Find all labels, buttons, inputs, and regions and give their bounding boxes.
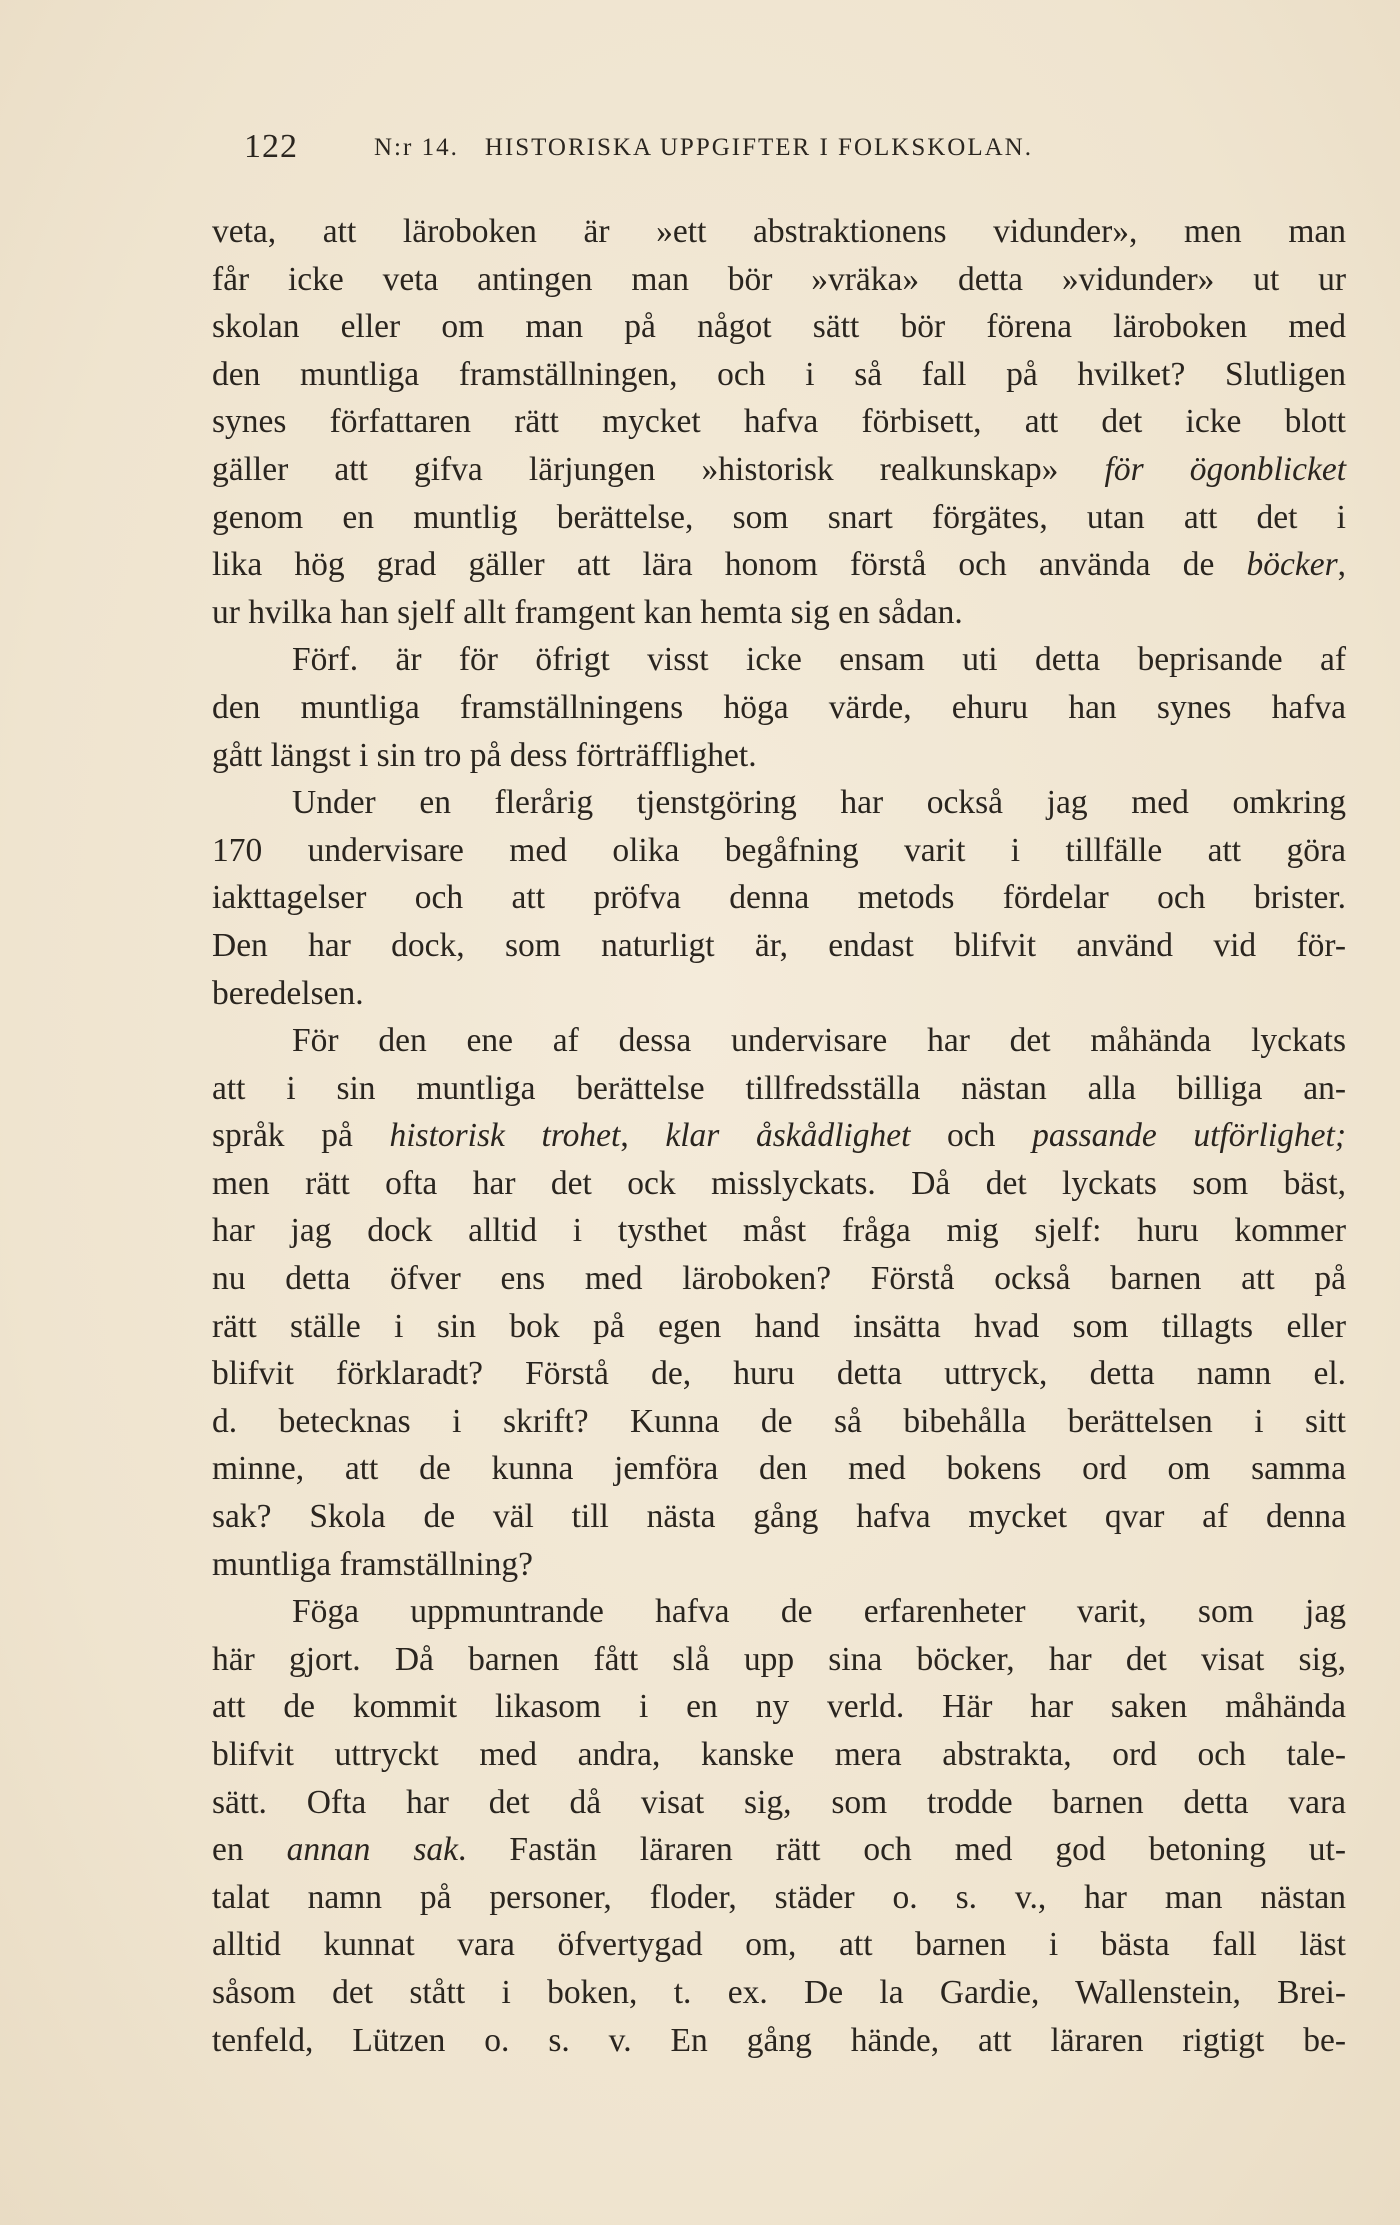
text-line: För den ene af dessa undervisare har det måhända lyckats [292, 1022, 1346, 1060]
text-segment: . Fastän läraren rätt och med god betoning ut- [458, 1831, 1347, 1869]
text-line: beredelsen. [212, 974, 364, 1012]
text-line: minne, att de kunna jemföra den med bokens ord om samma [212, 1450, 1346, 1488]
text-line: skolan eller om man på något sätt bör förena läroboken med [212, 308, 1346, 346]
italic-phrase: passande utförlighet; [1032, 1117, 1347, 1155]
text-line: får icke veta antingen man bör »vräka» detta »vidunder» ut ur [212, 260, 1346, 298]
text-line: synes författaren rätt mycket hafva förbisett, att det icke blott [212, 403, 1346, 441]
text-line: veta, att läroboken är »ett abstraktionens vidunder», men man [212, 213, 1346, 250]
italic-phrase: annan sak [286, 1831, 458, 1869]
text-line: iakttagelser och att pröfva denna metods fördelar och brister. [212, 879, 1346, 917]
text-line: genom en muntlig berättelse, som snart förgätes, utan att det i [212, 498, 1346, 536]
text-line: muntliga framställning? [212, 1545, 533, 1583]
text-line: alltid kunnat vara öfvertygad om, att barnen i bästa fall läst [212, 1926, 1346, 1964]
italic-phrase: historisk trohet [389, 1117, 621, 1155]
text-line: rätt ställe i sin bok på egen hand insätta hvad som tillagts eller [212, 1307, 1346, 1345]
italic-phrase: böcker [1246, 546, 1338, 584]
text-line [212, 541, 1346, 589]
text-line: Den har dock, som naturligt är, endast blifvit använd vid för- [212, 926, 1346, 964]
text-segment: lika hög grad gäller att lära honom förstå och använda de [212, 546, 1247, 584]
italic-phrase: för ögonblicket [1104, 450, 1347, 488]
text-line: har jag dock alltid i tysthet måst fråga mig sjelf: huru kommer [212, 1212, 1346, 1250]
text-segment: gäller att gifva lärjungen »historisk realkunskap» [212, 450, 1105, 488]
running-head [374, 134, 1033, 162]
text-line: Förf. är för öfrigt visst icke ensam uti detta beprisande af [292, 641, 1346, 679]
italic-phrase: klar åskådlighet [665, 1117, 911, 1155]
text-line: att de kommit likasom i en ny verld. Här har saken måhända [212, 1688, 1346, 1726]
text-segment: språk på [212, 1117, 390, 1155]
text-line: sak? Skola de väl till nästa gång hafva mycket qvar af denna [212, 1498, 1346, 1536]
text-line: talat namn på personer, floder, städer o. s. v., har man nästan [212, 1878, 1346, 1916]
text-line: gått längst i sin tro på dess förträfflighet. [212, 736, 757, 774]
text-line: blifvit förklaradt? Förstå de, huru detta uttryck, detta namn el. [212, 1355, 1346, 1393]
text-line: 170 undervisare med olika begåfning varit i tillfälle att göra [212, 831, 1346, 869]
text-line: Under en flerårig tjenstgöring har också jag med omkring [292, 784, 1346, 822]
text-line: den muntliga framställningens höga värde, ehuru han synes hafva [212, 688, 1346, 726]
text-line: sätt. Ofta har det då visat sig, som trodde barnen detta vara [212, 1783, 1346, 1821]
text-line: blifvit uttryckt med andra, kanske mera abstrakta, ord och tale- [212, 1736, 1346, 1773]
text-line: att i sin muntliga berättelse tillfredsställa nästan alla billiga an- [212, 1069, 1346, 1107]
text-line: nu detta öfver ens med läroboken? Förstå också barnen att på [212, 1260, 1346, 1298]
running-header [0, 128, 1400, 168]
text-line: Föga uppmuntrande hafva de erfarenheter varit, som jag [292, 1593, 1346, 1631]
issue-number: N:r 14. [374, 134, 459, 161]
text-segment: , [620, 1117, 666, 1155]
text-line: såsom det stått i boken, t. ex. De la Gardie, Wallenstein, Brei- [212, 1973, 1346, 2011]
text-line: den muntliga framställningen, och i så fall på hvilket? Slutligen [212, 355, 1346, 393]
text-line [212, 1826, 1346, 1874]
text-line: d. betecknas i skrift? Kunna de så bibehålla berättelsen i sitt [212, 1402, 1346, 1440]
text-segment: , [1337, 546, 1346, 584]
page-number: 122 [244, 128, 298, 165]
text-line: men rätt ofta har det ock misslyckats. Då det lyckats som bäst, [212, 1164, 1346, 1202]
journal-title: HISTORISKA UPPGIFTER I FOLKSKOLAN. [484, 134, 1033, 161]
text-segment: och [910, 1117, 1033, 1155]
body-text [212, 208, 1346, 2064]
text-line: här gjort. Då barnen fått slå upp sina böcker, har det visat sig, [212, 1640, 1346, 1678]
text-line: ur hvilka han sjelf allt framgent kan hemta sig en sådan. [212, 593, 963, 631]
text-line [212, 1112, 1346, 1160]
text-segment: en [212, 1831, 287, 1869]
text-line [212, 446, 1346, 494]
text-line: tenfeld, Lützen o. s. v. En gång hände, att läraren rigtigt be- [212, 2021, 1346, 2059]
